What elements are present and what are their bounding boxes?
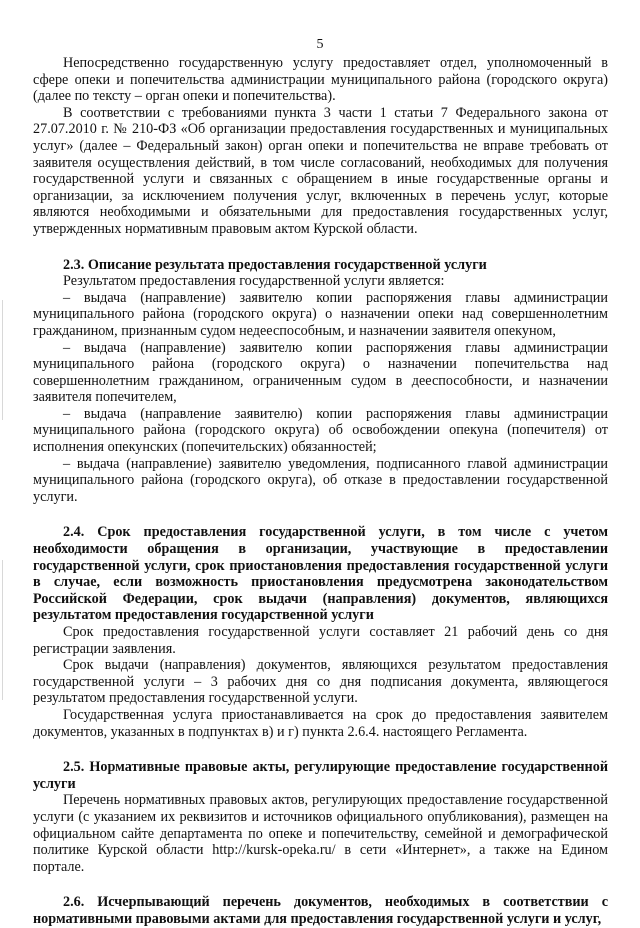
scan-edge-mark <box>2 560 3 700</box>
list-item: – выдача (направление) заявителю копии распоряжения главы администрации муниципального района (городского округа) о назначении попечительства над совершеннолетним гражданином, ограниченным судом в дееспособности, и назначении заявителя попечителем, <box>33 339 608 406</box>
section-heading: 2.3. Описание результата предоставления государственной услуги <box>63 256 487 273</box>
section-2-4 <box>33 524 608 740</box>
section-paragraph: Государственная услуга приостанавливается на срок до предоставления заявителем документов, указанных в подпунктах в) и г) пункта 2.6.4. настоящего Регламента. <box>33 706 608 740</box>
section-paragraph: Срок выдачи (направления) документов, являющихся результатом предоставления государственной услуги – 3 рабочих дня со дня подписания документа, являющегося результатом предоставления государственной услуги. <box>33 657 608 707</box>
page-number: 5 <box>316 37 324 52</box>
document-body <box>33 55 608 928</box>
section-heading: 2.6. Исчерпывающий перечень документов, необходимых в соответствии с нормативными правовыми актами для предоставления государственной услуги и услуг, <box>33 894 608 927</box>
section-2-5 <box>33 759 608 875</box>
intro-paragraph-1: Непосредственно государственную услугу предоставляет отдел, уполномоченный в сфере опеки и попечительства администрации муниципального района (городского округа) (далее по тексту – орган опеки и попечительства). <box>33 55 608 105</box>
section-paragraph: Перечень нормативных правовых актов, регулирующих предоставление государственной услуги (с указанием их реквизитов и источников официального опубликования), размещен на официальном сайте департамента по опеке и попечительству, семейной и демографической политике Курской области http://kursk-opeka.ru/ в сети «Интернет», а также на Едином портале. <box>33 792 608 875</box>
section-2-3 <box>33 257 608 506</box>
section-2-6 <box>33 894 608 927</box>
section-heading: 2.5. Нормативные правовые акты, регулирующие предоставление государственной услуги <box>33 759 608 792</box>
scan-edge-mark <box>2 300 3 420</box>
intro-paragraph-2: В соответствии с требованиями пункта 3 части 1 статьи 7 Федерального закона от 27.07.2010 г. № 210-ФЗ «Об организации предоставления государственных и муниципальных услуг» (далее – Федеральный закон) орган опеки и попечительства не вправе требовать от заявителя осуществления действий, в том числе согласований, необходимых для получения государственной услуги и связанных с обращением в иные государственные органы и организации, за исключением получения услуг, включенных в перечень услуг, которые являются необходимыми и обязательными для предоставления государственных услуг, утвержденных нормативным правовым актом Курской области. <box>33 104 608 237</box>
section-heading: 2.4. Срок предоставления государственной услуги, в том числе с учетом необходимости обращения в организации, участвующие в предоставлении государственной услуги, срок приостановления предоставления государственной услуги в случае, если возможность приостановления предусмотрена законодательством Российской Федерации, срок выдачи (направления) документов, являющихся результатом предоставления государственной услуги <box>33 524 608 624</box>
list-item: – выдача (направление заявителю) копии распоряжения главы администрации муниципального района (городского округа) об освобождении опекуна (попечителя) от исполнения опекунских (попечительских) обязанностей; <box>33 405 608 456</box>
section-paragraph: Срок предоставления государственной услуги составляет 21 рабочий день со дня регистрации заявления. <box>33 624 608 657</box>
list-item: – выдача (направление) заявителю уведомления, подписанного главой администрации муниципального района (городского округа), об отказе в предоставлении государственной услуги. <box>33 455 608 505</box>
list-item: – выдача (направление) заявителю копии распоряжения главы администрации муниципального района (городского округа) о назначении опеки над совершеннолетним гражданином, признанным судом недееспособным, и назначении заявителя опекуном, <box>33 289 608 339</box>
section-lead: Результатом предоставления государственной услуги является: <box>63 273 445 290</box>
